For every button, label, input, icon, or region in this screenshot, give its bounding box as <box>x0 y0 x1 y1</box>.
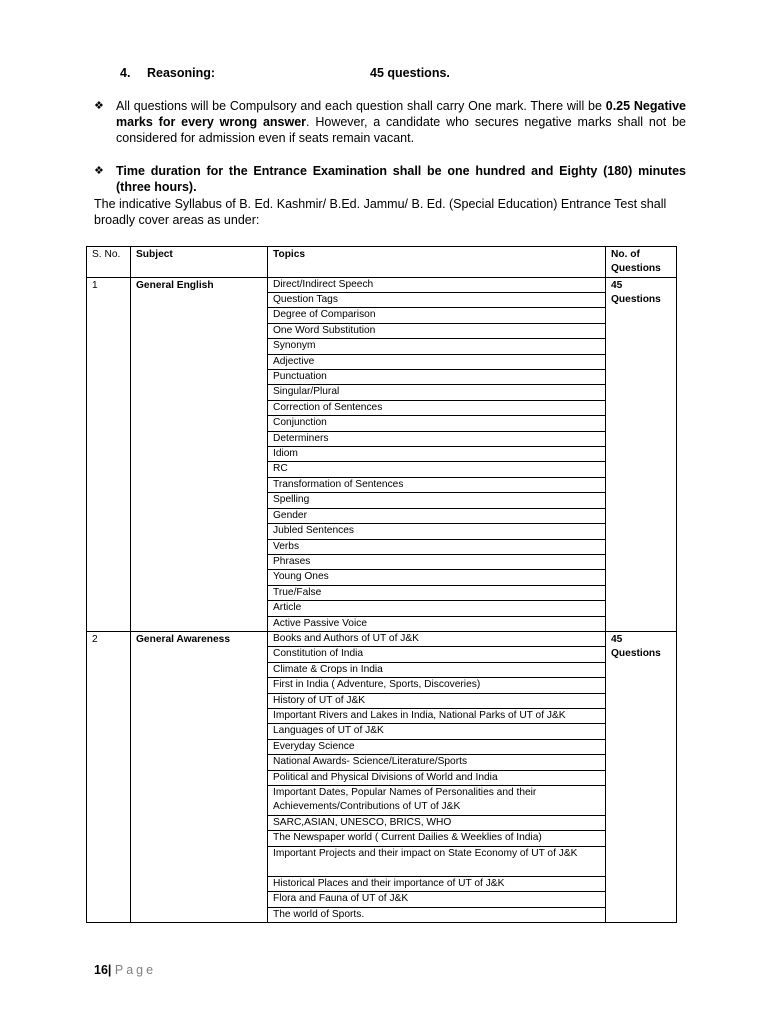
topic-item: Political and Physical Divisions of World and India <box>268 770 605 785</box>
topic-item: Spelling <box>268 493 605 508</box>
compulsory-text-part2: . However, a candidate who secures negative marks shall not be considered for admission even if seats remain vacant. <box>116 115 686 145</box>
topic-item: Transformation of Sentences <box>268 477 605 492</box>
topics-cell <box>268 631 606 922</box>
topic-item: Historical Places and their importance of UT of J&K <box>268 876 605 891</box>
reasoning-label: Reasoning: <box>147 66 216 80</box>
row-sno: 2 <box>87 631 131 922</box>
topic-item: Verbs <box>268 539 605 554</box>
topic-item: One Word Substitution <box>268 323 605 338</box>
topic-item: SARC,ASIAN, UNESCO, BRICS, WHO <box>268 816 605 831</box>
topic-item: Jubled Sentences <box>268 524 605 539</box>
topic-item: Climate & Crops in India <box>268 662 605 677</box>
topic-item: Young Ones <box>268 570 605 585</box>
topic-item: The world of Sports. <box>273 908 365 920</box>
topic-item: Determiners <box>268 431 605 446</box>
topic-item: Important Dates, Popular Names of Personalities and their Achievements/Contributions of UT of J&K <box>268 786 605 816</box>
header-questions: No. of Questions <box>606 247 677 278</box>
bullet-diamond-icon: ❖ <box>94 100 104 112</box>
topic-item: Gender <box>268 508 605 523</box>
compulsory-note-text <box>116 98 686 146</box>
header-sno: S. No. <box>87 247 131 278</box>
topic-item: Question Tags <box>268 293 605 308</box>
page-footer <box>94 963 156 977</box>
negative-marks-text: 0.25 Negative marks for every wrong answer <box>116 99 686 129</box>
table-header-row <box>87 247 677 278</box>
topic-item: Direct/Indirect Speech <box>268 278 605 293</box>
row-subject: General Awareness <box>131 631 268 922</box>
table-row <box>87 277 677 631</box>
duration-note-text: Time duration for the Entrance Examination shall be one hundred and Eighty (180) minutes (three hours). <box>116 164 686 194</box>
topic-item: True/False <box>268 585 605 600</box>
topic-item: First in India ( Adventure, Sports, Discoveries) <box>268 678 605 693</box>
topic-item: RC <box>268 462 605 477</box>
row-sno: 1 <box>87 277 131 631</box>
reasoning-line <box>120 66 450 80</box>
header-topics: Topics <box>268 247 606 278</box>
topic-item: Adjective <box>268 354 605 369</box>
table-row <box>87 631 677 922</box>
topic-item: Phrases <box>268 554 605 569</box>
topic-item: Active Passive Voice <box>273 617 367 629</box>
topic-item: Degree of Comparison <box>268 308 605 323</box>
page-number: 16 <box>94 963 108 977</box>
duration-note <box>94 163 686 195</box>
topic-item: Article <box>268 601 605 616</box>
reasoning-number: 4. <box>120 66 131 80</box>
bullet-diamond-icon: ❖ <box>94 165 104 177</box>
topic-item: Important Rivers and Lakes in India, National Parks of UT of J&K <box>268 708 605 723</box>
topic-item: Punctuation <box>268 370 605 385</box>
topics-cell <box>268 277 606 631</box>
topic-item: History of UT of J&K <box>268 693 605 708</box>
syllabus-table <box>86 246 677 923</box>
topic-item: The Newspaper world ( Current Dailies & Weeklies of India) <box>268 831 605 846</box>
compulsory-text-part1: All questions will be Compulsory and each question shall carry One mark. There will be <box>116 99 606 113</box>
row-questions: 45 Questions <box>606 277 677 631</box>
topics-list <box>268 632 605 922</box>
topic-item: Flora and Fauna of UT of J&K <box>268 892 605 907</box>
syllabus-intro: The indicative Syllabus of B. Ed. Kashmir/ B.Ed. Jammu/ B. Ed. (Special Education) Entrance Test shall broadly cover areas as under: <box>94 197 667 227</box>
topic-item: Constitution of India <box>268 647 605 662</box>
topic-item: Idiom <box>268 447 605 462</box>
topic-item: Synonym <box>268 339 605 354</box>
topics-list <box>268 278 605 631</box>
page-word: Page <box>114 963 157 977</box>
compulsory-note <box>94 98 686 146</box>
header-subject: Subject <box>131 247 268 278</box>
row-questions: 45 Questions <box>606 631 677 922</box>
topic-item: National Awards- Science/Literature/Sports <box>268 755 605 770</box>
topic-item: Correction of Sentences <box>268 400 605 415</box>
topic-item: Everyday Science <box>268 739 605 754</box>
topic-item: Conjunction <box>268 416 605 431</box>
footer-separator: | <box>107 963 112 977</box>
topic-item: Books and Authors of UT of J&K <box>268 632 605 647</box>
topic-item: Languages of UT of J&K <box>268 724 605 739</box>
topic-item: Important Projects and their impact on State Economy of UT of J&K <box>268 846 605 876</box>
row-subject: General English <box>131 277 268 631</box>
topic-item: Singular/Plural <box>268 385 605 400</box>
reasoning-count: 45 questions. <box>370 66 450 80</box>
